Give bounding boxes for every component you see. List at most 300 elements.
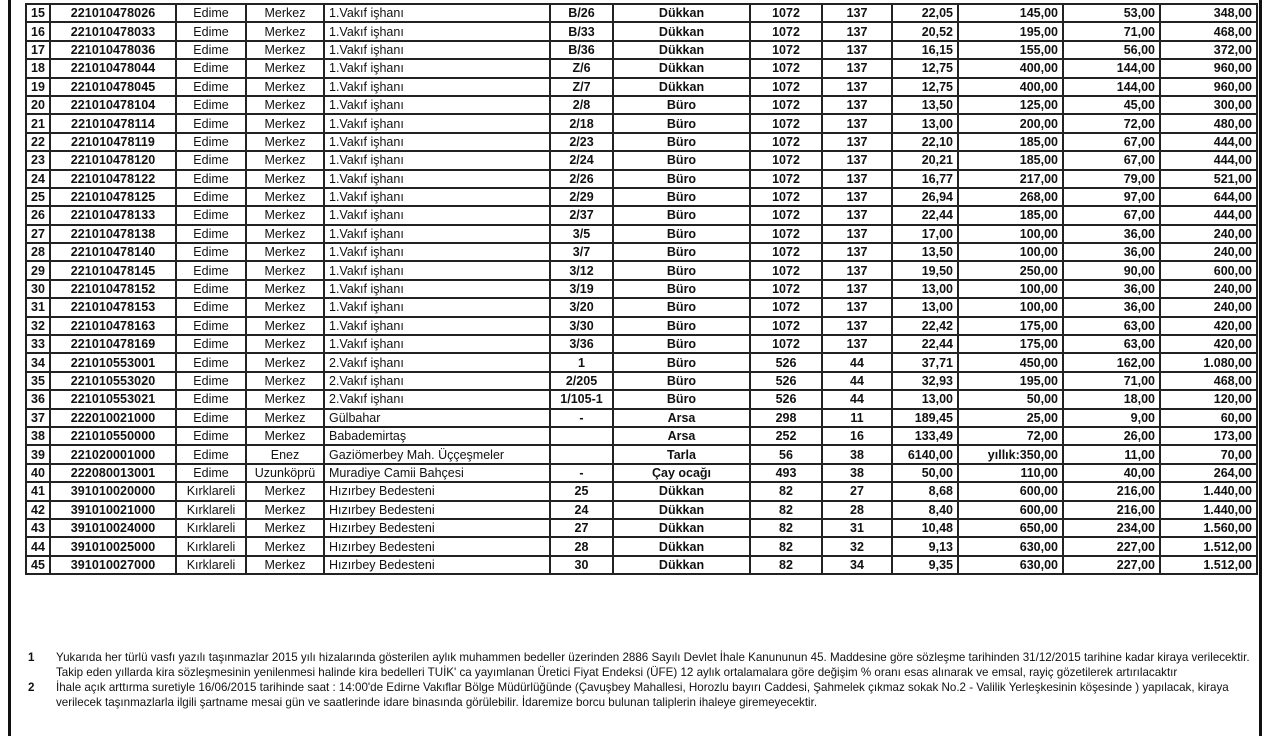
cell-no: 19 [26, 78, 50, 96]
cell-type: Tarla [613, 445, 750, 463]
cell-deposit: 216,00 [1063, 501, 1160, 519]
cell-no: 38 [26, 427, 50, 445]
table-row [26, 59, 1257, 77]
cell-bid: 300,00 [1160, 96, 1257, 114]
cell-no: 33 [26, 335, 50, 353]
table-row [26, 4, 1257, 22]
cell-ada: 82 [750, 537, 822, 555]
cell-parsel: 16 [822, 427, 892, 445]
cell-type: Dükkan [613, 59, 750, 77]
table-row [26, 445, 1257, 463]
cell-area: 50,00 [892, 464, 958, 482]
cell-area: 13,00 [892, 390, 958, 408]
cell-no: 18 [26, 59, 50, 77]
cell-ilce: Merkez [246, 78, 324, 96]
cell-code: 221010478104 [50, 96, 176, 114]
cell-code: 221010478026 [50, 4, 176, 22]
cell-parsel: 137 [822, 59, 892, 77]
cell-monthly: 630,00 [958, 537, 1063, 555]
cell-kapi: 3/12 [550, 261, 613, 279]
cell-no: 30 [26, 280, 50, 298]
table-row [26, 133, 1257, 151]
cell-bid: 348,00 [1160, 4, 1257, 22]
cell-il: Edime [176, 353, 246, 371]
cell-parsel: 137 [822, 170, 892, 188]
cell-il: Edime [176, 225, 246, 243]
cell-il: Edime [176, 96, 246, 114]
cell-name: Hızırbey Bedesteni [324, 537, 550, 555]
table-row [26, 261, 1257, 279]
cell-kapi: Z/6 [550, 59, 613, 77]
cell-name: 1.Vakıf işhanı [324, 78, 550, 96]
cell-deposit: 63,00 [1063, 335, 1160, 353]
cell-monthly: 600,00 [958, 501, 1063, 519]
cell-ilce: Merkez [246, 335, 324, 353]
cell-name: Hızırbey Bedesteni [324, 556, 550, 574]
table-row [26, 482, 1257, 500]
cell-monthly: 185,00 [958, 151, 1063, 169]
cell-type: Büro [613, 372, 750, 390]
cell-kapi: 2/18 [550, 114, 613, 132]
cell-ada: 82 [750, 482, 822, 500]
cell-parsel: 44 [822, 390, 892, 408]
cell-parsel: 38 [822, 464, 892, 482]
cell-type: Büro [613, 280, 750, 298]
cell-code: 221010478119 [50, 133, 176, 151]
cell-il: Edime [176, 22, 246, 40]
cell-no: 36 [26, 390, 50, 408]
cell-name: Gülbahar [324, 409, 550, 427]
cell-deposit: 97,00 [1063, 188, 1160, 206]
cell-type: Büro [613, 390, 750, 408]
cell-type: Dükkan [613, 537, 750, 555]
cell-parsel: 137 [822, 151, 892, 169]
cell-type: Büro [613, 298, 750, 316]
cell-il: Edime [176, 445, 246, 463]
table-row [26, 556, 1257, 574]
footnotes [28, 650, 1253, 710]
cell-parsel: 32 [822, 537, 892, 555]
cell-code: 221010478153 [50, 298, 176, 316]
cell-kapi: - [550, 464, 613, 482]
cell-name: Muradiye Camii Bahçesi [324, 464, 550, 482]
cell-no: 32 [26, 317, 50, 335]
cell-bid: 468,00 [1160, 372, 1257, 390]
cell-type: Büro [613, 353, 750, 371]
cell-monthly: yıllık:350,00 [958, 445, 1063, 463]
cell-ilce: Enez [246, 445, 324, 463]
cell-type: Büro [613, 261, 750, 279]
cell-parsel: 28 [822, 501, 892, 519]
cell-name: 1.Vakıf işhanı [324, 225, 550, 243]
cell-deposit: 40,00 [1063, 464, 1160, 482]
cell-deposit: 45,00 [1063, 96, 1160, 114]
cell-bid: 60,00 [1160, 409, 1257, 427]
cell-kapi: 3/20 [550, 298, 613, 316]
cell-name: 1.Vakıf işhanı [324, 188, 550, 206]
cell-il: Edime [176, 4, 246, 22]
cell-ada: 1072 [750, 59, 822, 77]
cell-no: 31 [26, 298, 50, 316]
cell-no: 41 [26, 482, 50, 500]
cell-monthly: 50,00 [958, 390, 1063, 408]
cell-type: Büro [613, 188, 750, 206]
cell-deposit: 216,00 [1063, 482, 1160, 500]
cell-ada: 82 [750, 501, 822, 519]
cell-area: 133,49 [892, 427, 958, 445]
cell-ada: 1072 [750, 261, 822, 279]
cell-monthly: 195,00 [958, 22, 1063, 40]
cell-ada: 82 [750, 556, 822, 574]
cell-area: 189,45 [892, 409, 958, 427]
cell-name: 1.Vakıf işhanı [324, 96, 550, 114]
cell-area: 17,00 [892, 225, 958, 243]
cell-no: 40 [26, 464, 50, 482]
cell-area: 22,10 [892, 133, 958, 151]
cell-no: 16 [26, 22, 50, 40]
cell-ilce: Merkez [246, 537, 324, 555]
cell-bid: 960,00 [1160, 78, 1257, 96]
cell-il: Edime [176, 243, 246, 261]
cell-kapi: 3/5 [550, 225, 613, 243]
cell-deposit: 36,00 [1063, 298, 1160, 316]
cell-monthly: 200,00 [958, 114, 1063, 132]
cell-bid: 1.560,00 [1160, 519, 1257, 537]
cell-no: 24 [26, 170, 50, 188]
cell-ilce: Merkez [246, 482, 324, 500]
cell-kapi: 2/8 [550, 96, 613, 114]
cell-name: Gaziömerbey Mah. Üççeşmeler [324, 445, 550, 463]
cell-il: Kırklareli [176, 537, 246, 555]
cell-area: 20,52 [892, 22, 958, 40]
cell-kapi: 2/24 [550, 151, 613, 169]
cell-type: Büro [613, 243, 750, 261]
cell-area: 26,94 [892, 188, 958, 206]
cell-name: 1.Vakıf işhanı [324, 41, 550, 59]
cell-parsel: 44 [822, 353, 892, 371]
cell-ada: 1072 [750, 335, 822, 353]
cell-name: Hızırbey Bedesteni [324, 501, 550, 519]
cell-il: Edime [176, 206, 246, 224]
cell-area: 13,50 [892, 96, 958, 114]
cell-deposit: 56,00 [1063, 41, 1160, 59]
cell-bid: 444,00 [1160, 133, 1257, 151]
cell-monthly: 650,00 [958, 519, 1063, 537]
cell-monthly: 145,00 [958, 4, 1063, 22]
cell-bid: 960,00 [1160, 59, 1257, 77]
cell-name: 1.Vakıf işhanı [324, 170, 550, 188]
cell-il: Edime [176, 114, 246, 132]
cell-no: 43 [26, 519, 50, 537]
cell-no: 23 [26, 151, 50, 169]
cell-monthly: 100,00 [958, 243, 1063, 261]
cell-deposit: 227,00 [1063, 537, 1160, 555]
cell-bid: 444,00 [1160, 151, 1257, 169]
cell-monthly: 400,00 [958, 59, 1063, 77]
cell-bid: 173,00 [1160, 427, 1257, 445]
table-row [26, 390, 1257, 408]
cell-name: 1.Vakıf işhanı [324, 335, 550, 353]
cell-monthly: 400,00 [958, 78, 1063, 96]
table-row [26, 464, 1257, 482]
cell-ilce: Merkez [246, 188, 324, 206]
cell-type: Büro [613, 114, 750, 132]
cell-no: 45 [26, 556, 50, 574]
cell-parsel: 137 [822, 317, 892, 335]
cell-name: 1.Vakıf işhanı [324, 298, 550, 316]
cell-ilce: Merkez [246, 280, 324, 298]
cell-il: Edime [176, 298, 246, 316]
cell-ada: 1072 [750, 78, 822, 96]
cell-type: Büro [613, 317, 750, 335]
table-row [26, 41, 1257, 59]
cell-deposit: 63,00 [1063, 317, 1160, 335]
cell-ilce: Uzunköprü [246, 464, 324, 482]
cell-area: 13,00 [892, 280, 958, 298]
cell-area: 22,44 [892, 206, 958, 224]
cell-area: 37,71 [892, 353, 958, 371]
cell-bid: 444,00 [1160, 206, 1257, 224]
cell-name: 2.Vakıf işhanı [324, 353, 550, 371]
cell-monthly: 100,00 [958, 225, 1063, 243]
cell-il: Edime [176, 188, 246, 206]
cell-ada: 526 [750, 372, 822, 390]
cell-area: 6140,00 [892, 445, 958, 463]
cell-ilce: Merkez [246, 409, 324, 427]
cell-kapi: B/36 [550, 41, 613, 59]
cell-ilce: Merkez [246, 556, 324, 574]
cell-deposit: 53,00 [1063, 4, 1160, 22]
cell-area: 8,40 [892, 501, 958, 519]
cell-area: 13,50 [892, 243, 958, 261]
cell-no: 17 [26, 41, 50, 59]
cell-monthly: 25,00 [958, 409, 1063, 427]
cell-ada: 1072 [750, 41, 822, 59]
cell-ada: 526 [750, 390, 822, 408]
cell-area: 13,00 [892, 298, 958, 316]
cell-code: 221010478152 [50, 280, 176, 298]
cell-parsel: 137 [822, 114, 892, 132]
cell-code: 222080013001 [50, 464, 176, 482]
cell-parsel: 34 [822, 556, 892, 574]
cell-ada: 298 [750, 409, 822, 427]
table-row [26, 427, 1257, 445]
cell-area: 19,50 [892, 261, 958, 279]
cell-ada: 56 [750, 445, 822, 463]
cell-code: 221010478114 [50, 114, 176, 132]
cell-area: 12,75 [892, 59, 958, 77]
footnote-text: İhale açık arttırma suretiyle 16/06/2015 tarihinde saat : 14:00'de Edirne Vakıflar Bölge Müdürlüğünde (Çavuşbey Mahallesi, Horozlu bayırı Caddesi, Şahmelek çıkmaz sokak No.2 - Valilik Yerleşkesinin köşesinde ) yapılacak, kiraya verilecek taşınmazlarla ilgili şartname mesai gün ve saatlerinde idare binasında görülebilir. İdaremize borcu bulunan taliplerin ihaleye giremeyecektir. [56, 681, 1229, 709]
cell-type: Arsa [613, 427, 750, 445]
cell-ilce: Merkez [246, 41, 324, 59]
cell-code: 221010478138 [50, 225, 176, 243]
cell-ilce: Merkez [246, 298, 324, 316]
cell-ada: 82 [750, 519, 822, 537]
cell-bid: 120,00 [1160, 390, 1257, 408]
cell-monthly: 450,00 [958, 353, 1063, 371]
cell-bid: 1.512,00 [1160, 556, 1257, 574]
table-row [26, 501, 1257, 519]
cell-type: Büro [613, 151, 750, 169]
cell-no: 20 [26, 96, 50, 114]
cell-kapi: B/33 [550, 22, 613, 40]
cell-deposit: 9,00 [1063, 409, 1160, 427]
cell-ilce: Merkez [246, 519, 324, 537]
cell-ada: 252 [750, 427, 822, 445]
cell-deposit: 144,00 [1063, 78, 1160, 96]
table-row [26, 206, 1257, 224]
cell-code: 221010478169 [50, 335, 176, 353]
cell-ada: 1072 [750, 151, 822, 169]
table-row [26, 243, 1257, 261]
cell-ada: 1072 [750, 298, 822, 316]
cell-code: 391010024000 [50, 519, 176, 537]
cell-il: Edime [176, 41, 246, 59]
cell-code: 391010027000 [50, 556, 176, 574]
cell-kapi: 24 [550, 501, 613, 519]
cell-code: 222010021000 [50, 409, 176, 427]
cell-type: Büro [613, 170, 750, 188]
cell-ada: 1072 [750, 188, 822, 206]
table-row [26, 170, 1257, 188]
cell-type: Büro [613, 335, 750, 353]
cell-type: Dükkan [613, 482, 750, 500]
cell-bid: 70,00 [1160, 445, 1257, 463]
cell-ilce: Merkez [246, 170, 324, 188]
cell-ada: 1072 [750, 133, 822, 151]
cell-ada: 526 [750, 353, 822, 371]
cell-deposit: 18,00 [1063, 390, 1160, 408]
cell-ilce: Merkez [246, 59, 324, 77]
lease-table [25, 3, 1258, 575]
cell-name: 1.Vakıf işhanı [324, 4, 550, 22]
cell-ilce: Merkez [246, 151, 324, 169]
cell-no: 29 [26, 261, 50, 279]
cell-parsel: 137 [822, 261, 892, 279]
cell-no: 37 [26, 409, 50, 427]
cell-il: Edime [176, 133, 246, 151]
cell-bid: 1.440,00 [1160, 482, 1257, 500]
cell-no: 15 [26, 4, 50, 22]
cell-kapi [550, 445, 613, 463]
cell-kapi: 2/29 [550, 188, 613, 206]
table-row [26, 298, 1257, 316]
cell-type: Büro [613, 225, 750, 243]
cell-name: 2.Vakıf işhanı [324, 372, 550, 390]
cell-type: Dükkan [613, 22, 750, 40]
cell-parsel: 137 [822, 243, 892, 261]
table-row [26, 280, 1257, 298]
cell-code: 221010478140 [50, 243, 176, 261]
footnote [28, 650, 1253, 680]
cell-deposit: 67,00 [1063, 133, 1160, 151]
cell-name: 2.Vakıf işhanı [324, 390, 550, 408]
cell-ada: 1072 [750, 317, 822, 335]
cell-type: Çay ocağı [613, 464, 750, 482]
cell-parsel: 137 [822, 335, 892, 353]
table-row [26, 519, 1257, 537]
cell-code: 221020001000 [50, 445, 176, 463]
cell-bid: 600,00 [1160, 261, 1257, 279]
cell-type: Dükkan [613, 519, 750, 537]
cell-kapi: 30 [550, 556, 613, 574]
cell-code: 391010021000 [50, 501, 176, 519]
cell-monthly: 268,00 [958, 188, 1063, 206]
cell-kapi: Z/7 [550, 78, 613, 96]
cell-bid: 1.512,00 [1160, 537, 1257, 555]
footnote [28, 680, 1253, 710]
cell-kapi: B/26 [550, 4, 613, 22]
cell-area: 22,42 [892, 317, 958, 335]
cell-bid: 468,00 [1160, 22, 1257, 40]
cell-type: Arsa [613, 409, 750, 427]
cell-parsel: 137 [822, 188, 892, 206]
cell-name: 1.Vakıf işhanı [324, 151, 550, 169]
cell-no: 35 [26, 372, 50, 390]
cell-area: 16,15 [892, 41, 958, 59]
cell-parsel: 44 [822, 372, 892, 390]
cell-deposit: 71,00 [1063, 22, 1160, 40]
cell-code: 221010553020 [50, 372, 176, 390]
cell-il: Edime [176, 317, 246, 335]
table-row [26, 409, 1257, 427]
cell-monthly: 630,00 [958, 556, 1063, 574]
cell-area: 12,75 [892, 78, 958, 96]
table-row [26, 96, 1257, 114]
cell-ada: 1072 [750, 22, 822, 40]
cell-il: Edime [176, 280, 246, 298]
cell-name: 1.Vakıf işhanı [324, 280, 550, 298]
cell-monthly: 175,00 [958, 317, 1063, 335]
cell-area: 32,93 [892, 372, 958, 390]
cell-monthly: 600,00 [958, 482, 1063, 500]
cell-kapi: 25 [550, 482, 613, 500]
cell-bid: 240,00 [1160, 280, 1257, 298]
cell-type: Dükkan [613, 41, 750, 59]
cell-kapi: 1 [550, 353, 613, 371]
cell-code: 221010478045 [50, 78, 176, 96]
cell-code: 391010025000 [50, 537, 176, 555]
cell-deposit: 67,00 [1063, 206, 1160, 224]
cell-bid: 372,00 [1160, 41, 1257, 59]
cell-parsel: 137 [822, 96, 892, 114]
cell-type: Dükkan [613, 556, 750, 574]
cell-area: 20,21 [892, 151, 958, 169]
cell-il: Edime [176, 390, 246, 408]
cell-parsel: 137 [822, 41, 892, 59]
cell-monthly: 217,00 [958, 170, 1063, 188]
cell-parsel: 137 [822, 225, 892, 243]
cell-parsel: 31 [822, 519, 892, 537]
cell-ada: 1072 [750, 225, 822, 243]
cell-il: Edime [176, 170, 246, 188]
cell-code: 221010478122 [50, 170, 176, 188]
cell-ilce: Merkez [246, 133, 324, 151]
cell-ilce: Merkez [246, 4, 324, 22]
cell-il: Edime [176, 335, 246, 353]
cell-type: Dükkan [613, 501, 750, 519]
cell-area: 10,48 [892, 519, 958, 537]
cell-ilce: Merkez [246, 390, 324, 408]
cell-no: 21 [26, 114, 50, 132]
footnote-number: 2 [28, 681, 35, 694]
cell-kapi: 2/26 [550, 170, 613, 188]
cell-type: Dükkan [613, 4, 750, 22]
cell-il: Edime [176, 78, 246, 96]
cell-monthly: 185,00 [958, 206, 1063, 224]
cell-code: 221010478036 [50, 41, 176, 59]
cell-deposit: 162,00 [1063, 353, 1160, 371]
